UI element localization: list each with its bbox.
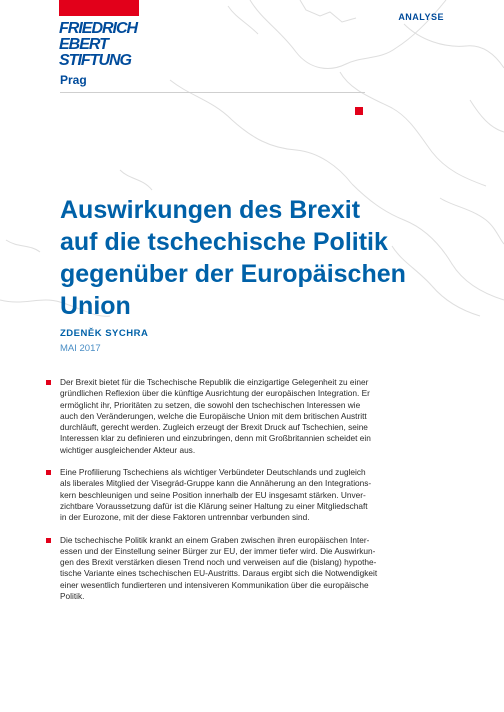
author-name: ZDENĚK SYCHRA [60, 328, 149, 339]
logo-text-line-2: EBERT [59, 36, 108, 53]
logo-text-line-3: STIFTUNG [59, 52, 131, 69]
bullet-text: Der Brexit bietet für die Tschechische Republik die einzigartige Gelegenheit zu einer gründlichen Reflexion über die künftige Ausrichtung der europäischen Integration. Er ermöglicht ihr, Prioritäten zu setzen, die sowohl den tschechischen Interessen wie auch den Veränderungen, welche die Europäische Union mit dem britischen Austritt durchläuft, gerecht werden. Zugleich erzeugt der Brexit Druck auf Tschechien, seine Interessen klar zu definieren und einzubringen, denn mit Großbritannien scheidet ein wichtiger ausgleichender Akteur aus. [60, 377, 371, 455]
bullet-text: Eine Profilierung Tschechiens als wichtiger Verbündeter Deutschlands und zugleich als liberales Mitglied der Visegrád-Gruppe kann die Annäherung an den Integrations- kern beschleunigen und seine Position innerhalb der EU insgesamt stärken. Unver- zichtbare Voraussetzung dafür ist die Klärung seiner Haltung zu einer Mitgliedschaft in der Eurozone, mit der diese Faktoren untrennbar verbunden sind. [60, 467, 372, 523]
category-label: ANALYSE [398, 12, 444, 22]
document-title: Auswirkungen des Brexit auf die tschechische Politik gegenüber der Europäischen Union [60, 196, 406, 320]
bullet-square-icon [46, 380, 51, 385]
header-divider [60, 92, 365, 93]
summary-bullet [46, 535, 446, 603]
summary-bullet [46, 377, 446, 456]
summary-bullet [46, 467, 446, 523]
logo-red-bar [59, 0, 139, 16]
map-location-marker [355, 107, 363, 115]
bullet-text: Die tschechische Politik krankt an einem Graben zwischen ihren europäischen Inter- essen und der Einstellung seiner Bürger zur EU, der immer tiefer wird. Die Auswirkun- gen des Brexit verstärken diesen Trend noch und verweisen auf die (bislang) hypothe- tische Variante eines tschechischen EU-Austritts. Daraus ergibt sich die Notwendigkeit einer wesentlich fundierteren und intensiveren Kommunikation über die europäische Politik. [60, 534, 378, 602]
bullet-square-icon [46, 470, 51, 475]
logo-text-line-1: FRIEDRICH [59, 20, 138, 37]
publication-date: MAI 2017 [60, 343, 101, 354]
logo-office-label: Prag [60, 73, 87, 87]
bullet-square-icon [46, 538, 51, 543]
summary-bullets [46, 377, 446, 613]
